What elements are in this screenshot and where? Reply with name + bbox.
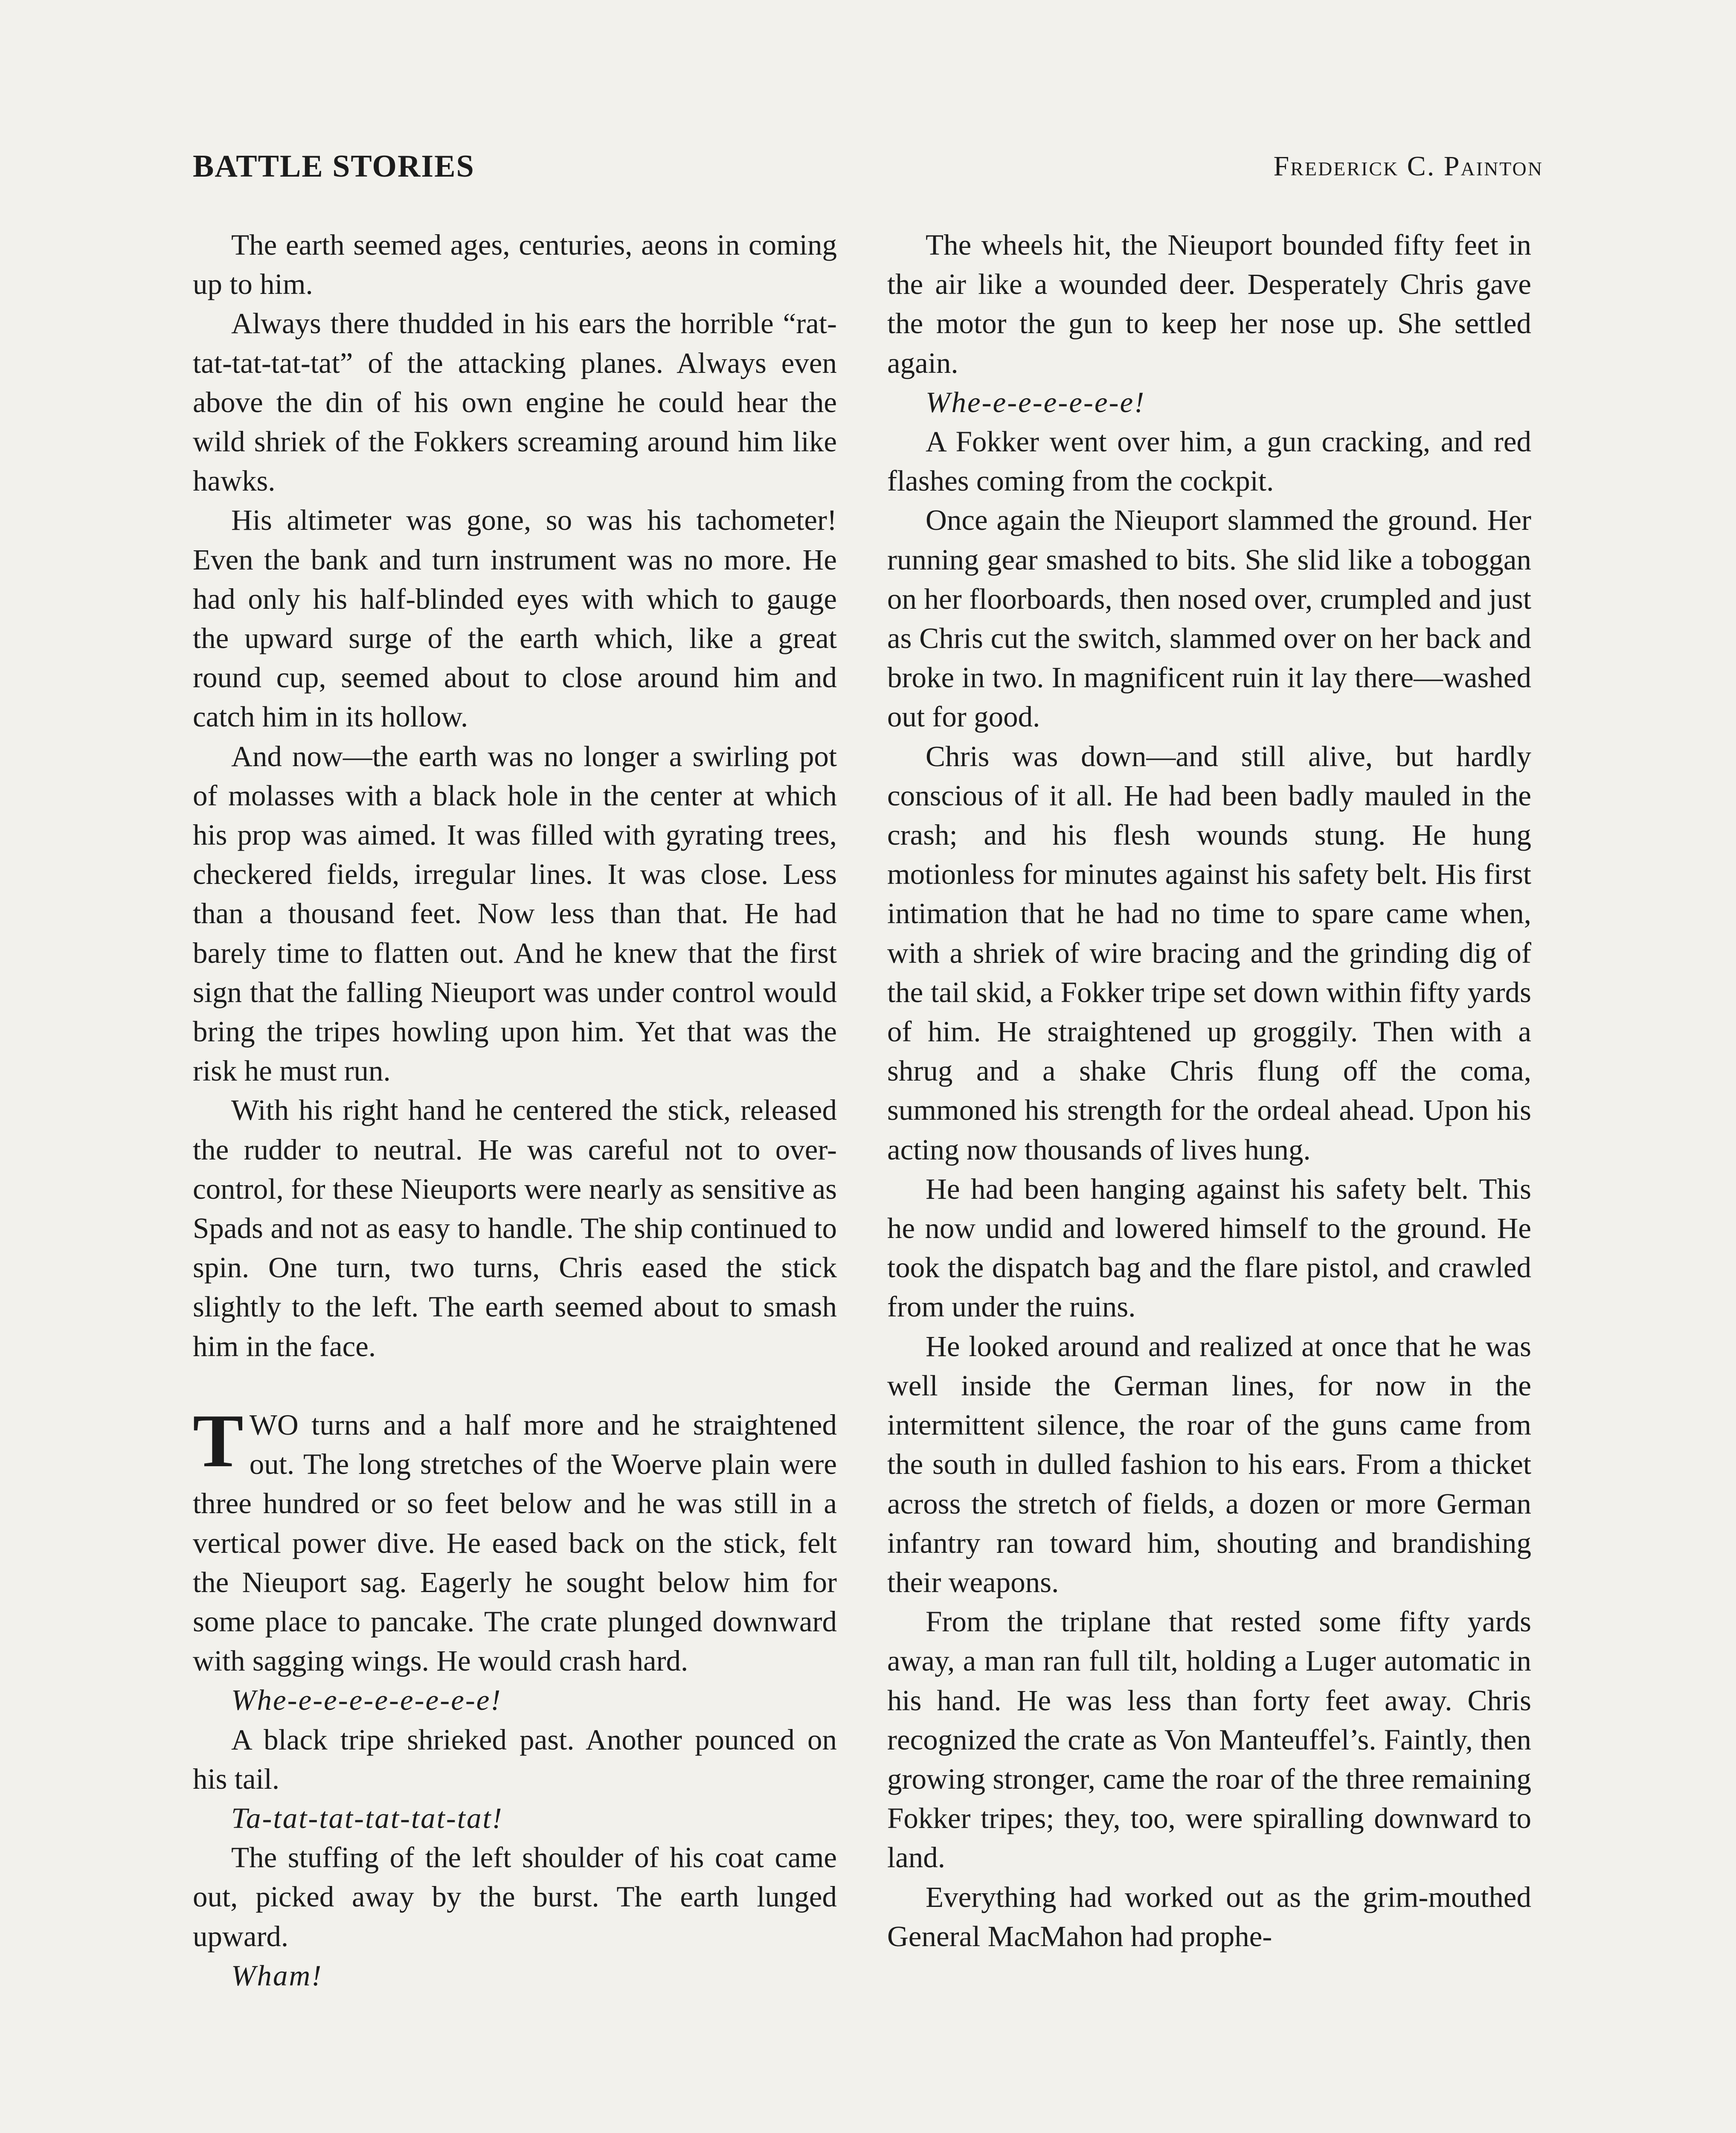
author-name: Frederick C. Painton xyxy=(1273,151,1543,182)
paragraph: A Fokker went over him, a gun cracking, and red flashes coming from the cockpit. xyxy=(887,425,1531,497)
sound-effect: Ta-tat-tat-tat-tat-tat! xyxy=(231,1802,503,1834)
page-header xyxy=(193,143,1543,190)
running-title: BATTLE STORIES xyxy=(193,148,475,184)
right-column xyxy=(887,225,1531,1956)
section-break xyxy=(193,1366,837,1405)
drop-cap: T xyxy=(193,1398,244,1483)
left-column xyxy=(193,225,837,1995)
paragraph: The stuffing of the left shoulder of his coat came out, picked away by the burst. The earth lunged upward. xyxy=(193,1841,837,1953)
paragraph: With his right hand he centered the stick, released the rudder to neutral. He was careful not to over-control, for these Nieuports were nearly as sensitive as Spads and not as easy to handle. The ship continued to spin. One turn, two turns, Chris eased the stick slightly to the left. The earth seemed about to smash him in the face. xyxy=(193,1094,837,1363)
dropcap-paragraph xyxy=(193,1398,837,1680)
paragraph: And now—the earth was no longer a swirling pot of molasses with a black hole in the center at which his prop was aimed. It was filled with gyrating trees, checkered fields, irregular lines. It was close. Less than a thousand feet. Now less than that. He had barely time to flatten out. And he knew that the first sign that the falling Nieuport was under control would bring the tripes howling upon him. Yet that was the risk he must run. xyxy=(193,740,837,1087)
sound-effect: Whe-e-e-e-e-e-e! xyxy=(926,386,1146,418)
sound-effect: Wham! xyxy=(231,1959,323,1992)
paragraph: The earth seemed ages, centuries, aeons in coming up to him. xyxy=(193,229,837,301)
paragraph: The wheels hit, the Nieuport bounded fifty feet in the air like a wounded deer. Desperately Chris gave the motor the gun to keep her nose up. She settled again. xyxy=(887,229,1531,379)
sound-effect: Whe-e-e-e-e-e-e-e-e! xyxy=(231,1684,502,1717)
paragraph: Once again the Nieuport slammed the ground. Her running gear smashed to bits. She slid like a toboggan on her floorboards, then nosed over, crumpled and just as Chris cut the switch, slammed over on her back and broke in two. In magnificent ruin it lay there—washed out for good. xyxy=(887,504,1531,733)
paragraph: Always there thudded in his ears the horrible “rat-tat-tat-tat-tat” of the attacking planes. Always even above the din of his own engine he could hear the wild shriek of the Fokkers screaming around him like hawks. xyxy=(193,307,837,497)
paragraph: His altimeter was gone, so was his tachometer! Even the bank and turn instrument was no more. He had only his half-blinded eyes with which to gauge the upward surge of the earth which, like a great round cup, seemed about to close around him and catch him in its hollow. xyxy=(193,504,837,733)
paragraph: Chris was down—and still alive, but hardly conscious of it all. He had been badly mauled in the crash; and his flesh wounds stung. He hung motionless for minutes against his safety belt. His first intimation that he had no time to spare came when, with a shriek of wire bracing and the grinding dig of the tail skid, a Fokker tripe set down within fifty yards of him. He straightened up groggily. Then with a shrug and a shake Chris flung off the coma, summoned his strength for the ordeal ahead. Upon his acting now thousands of lives hung. xyxy=(887,740,1531,1166)
paragraph: He looked around and realized at once that he was well inside the German lines, for now in the intermittent silence, the roar of the guns came from the south in dulled fashion to his ears. From a thicket across the stretch of fields, a dozen or more German infantry ran toward him, shouting and brandishing their weapons. xyxy=(887,1330,1531,1598)
paragraph: From the triplane that rested some fifty yards away, a man ran full tilt, holding a Luger automatic in his hand. He was less than forty feet away. Chris recognized the crate as Von Manteuffel’s. Faintly, then growing stronger, came the roar of the three remaining Fokker tripes; they, too, were spiralling downward to land. xyxy=(887,1605,1531,1874)
paragraph-text: WO turns and a half more and he straightened out. The long stretches of the Woerve plain were three hundred or so feet below and he was still in a vertical power dive. He eased back on the stick, felt the Nieuport sag. Eagerly he sought below him for some place to pancake. The crate plunged downward with sagging wings. He would crash hard. xyxy=(193,1408,837,1677)
paragraph: Everything had worked out as the grim-mouthed General MacMahon had prophe- xyxy=(887,1880,1531,1953)
paragraph: A black tripe shrieked past. Another pounced on his tail. xyxy=(193,1723,837,1795)
paragraph: He had been hanging against his safety belt. This he now undid and lowered himself to the ground. He took the dispatch bag and the flare pistol, and crawled from under the ruins. xyxy=(887,1172,1531,1323)
